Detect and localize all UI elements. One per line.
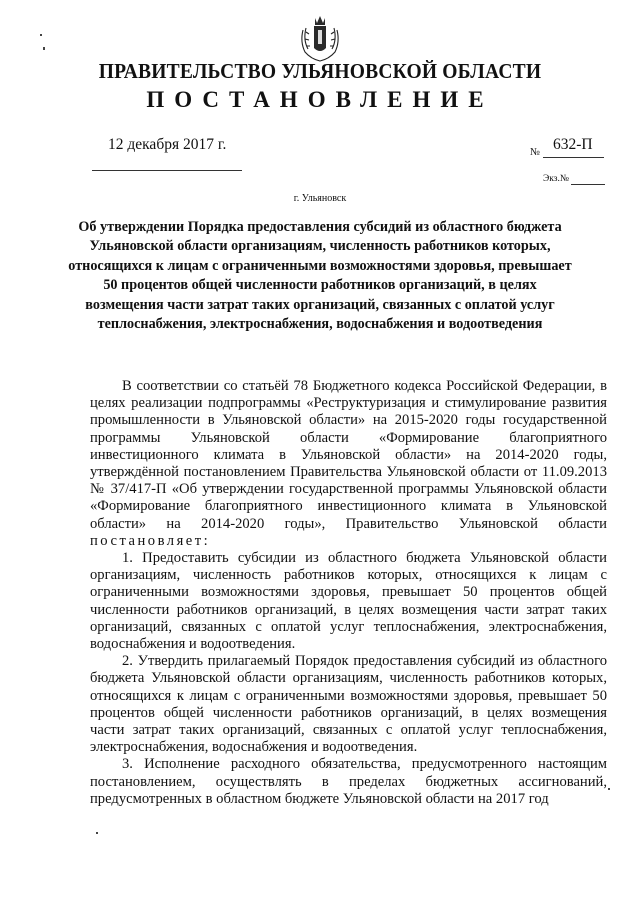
document-number: 632-П xyxy=(553,136,593,153)
scan-speck xyxy=(40,34,42,36)
government-title: ПРАВИТЕЛЬСТВО УЛЬЯНОВСКОЙ ОБЛАСТИ xyxy=(98,59,542,83)
intro-paragraph xyxy=(90,378,607,550)
document-type-title: ПОСТАНОВЛЕНИЕ xyxy=(146,87,494,112)
document-heading: Об утверждении Порядка предоставления субсидий из областного бюджета Ульяновской области организациям, численность работников которых, относящихся к лицам с ограниченными возможностями здоровья, превышает 50 процентов общей численности работников организаций, в целях возмещения части затрат таких организаций, связанных с оплатой услуг теплоснабжения, электроснабжения, водоснабжения и водоотведения xyxy=(68,219,572,333)
document-date: 12 декабря 2017 г. xyxy=(108,136,227,153)
intro-text: В соответствии со статьёй 78 Бюджетного кодекса Российской Федерации, в целях реализации подпрограммы «Реструктуризация и стимулирование развития промышленности в Ульяновской области» на 2015-2020 годы государственной программы Ульяновской области «Формирование благоприятного инвестиционного климата в Ульяновской области» на 2014-2020 годы, утверждённой постановлением Правительства Ульяновской области от 11.09.2013 № 37/417-П «Об утверждении государственной программы Ульяновской области «Формирование благоприятного инвестиционного климата в Ульяновской области» на 2014-2020 годы», Правительство Ульяновской области xyxy=(90,378,607,532)
copy-number-label: Экз.№ xyxy=(543,174,569,184)
scan-speck xyxy=(608,788,610,790)
city-label: г. Ульяновск xyxy=(293,193,347,204)
document-body xyxy=(90,378,607,808)
number-underline xyxy=(543,157,604,158)
copy-number-underline xyxy=(571,184,605,185)
paragraph-3: 3. Исполнение расходного обязательства, предусмотренного настоящим постановлением, осуществлять в пределах бюджетных ассигнований, предусмотренных в областном бюджете Ульяновской области на 2017 год xyxy=(90,756,607,807)
paragraph-2: 2. Утвердить прилагаемый Порядок предоставления субсидий из областного бюджета Ульяновской области организациям, численность работников которых, относящихся к лицам с ограниченными возможностями здоровья, превышает 50 процентов общей численности работников организаций, в целях возмещения части затрат таких организаций, связанных с оплатой услуг теплоснабжения, электроснабжения, водоснабжения и водоотведения. xyxy=(90,653,607,756)
date-underline xyxy=(92,170,242,171)
scan-speck xyxy=(43,47,45,50)
paragraph-1: 1. Предоставить субсидии из областного бюджета Ульяновской области организациям, численность работников которых, относящихся к лицам с ограниченными возможностями здоровья, превышает 50 процентов общей численности работников организаций, в целях возмещения части затрат таких организаций, связанных с оплатой услуг теплоснабжения, электроснабжения, водоснабжения и водоотведения. xyxy=(90,550,607,653)
number-sign: № xyxy=(530,147,541,158)
coat-of-arms-emblem xyxy=(297,12,343,64)
scan-speck xyxy=(96,832,98,834)
decree-word: постановляет: xyxy=(90,532,211,549)
